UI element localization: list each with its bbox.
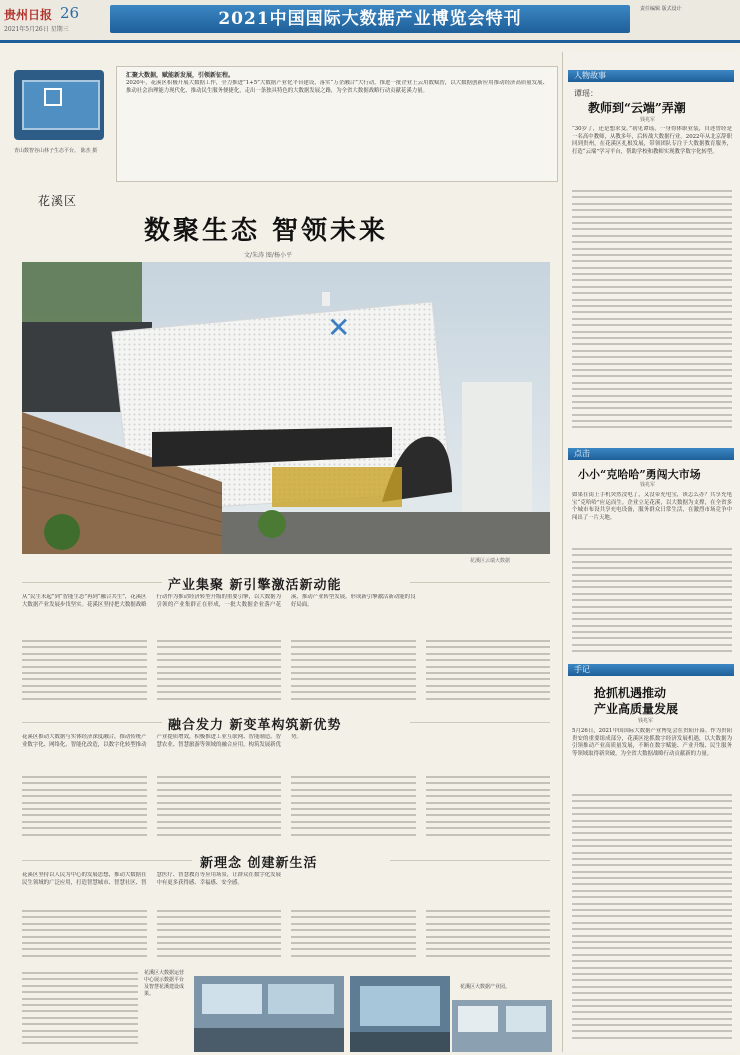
profile-title: 教师到“云端”弄潮 [588, 101, 686, 115]
divider [22, 860, 192, 861]
spot-title: 小小“克哈哈”勇闯大市场 [578, 468, 701, 481]
profile-author: 钱兆军 [640, 117, 656, 123]
byline: 文/朱涛 图/杨小平 [244, 252, 292, 259]
note-section-label: 手记 [568, 664, 734, 676]
section-3-title: 新理念 创建新生活 [200, 856, 318, 871]
spot-body: 如果在街上手机突然没电了，又没带充电宝，该怎么办？共享充电宝“克哈哈”应运而生。企业立足花溪，以大数据为支撑，在全省多个城市布设共享充电设备，服务群众日常生活，在激烈市场竞争中闯出了一片天地。 [572, 492, 732, 521]
hero-photo-caption: 花溪区云端大数据 [470, 558, 511, 564]
profile-body: “30岁了，还是想求变。”初见谭瑶，一身得体职业装，自述曾经是一名高中教师，从教多年，后转战大数据行业。2022年从北京辞职回到贵州，在花溪区扎根发展，带领团队专注于大数据教育服务，打造“云端”学习平台，帮助学校和教师实现教学数字化转型。 [572, 126, 732, 155]
industrial-park-photo [452, 1000, 552, 1052]
display-screen-illustration [350, 976, 450, 1052]
feature-title: 数聚生态 智领未来 [144, 216, 389, 246]
bottom-photo-caption-right: 花溪区大数据产业园。 [460, 984, 511, 990]
section-1-text-lines [22, 640, 550, 706]
divider [390, 860, 550, 861]
profile-subtitle: 谭瑶： [574, 89, 598, 98]
profile-section-label: 人物故事 [568, 70, 734, 82]
issue-date: 2021年5月26日 星期三 [4, 26, 69, 33]
intro-photo [14, 70, 104, 140]
masthead-rule [0, 40, 740, 43]
divider [410, 582, 550, 583]
note-body: 5月26日，2021中国国际大数据产业博览会在贵阳开幕。作为贵阳贵安的重要组成部分，花溪区抢抓数字经济发展机遇，以大数据为引领推动产业高质量发展，不断在数字赋能、产业升级、民生服务等领域取得新突破，为全省大数据战略行动贡献新的力量。 [572, 728, 732, 757]
divider [410, 722, 550, 723]
section-2-body: 花溪区推动大数据与实体经济深度融合，推动传统产业数字化、网络化、智能化改造，以数字化转型推动产业提质增效，积极推进工业互联网、智能制造、智慧农业、智慧旅游等领域的融合应用，构筑发展新优势。 [22, 734, 302, 748]
editor-info: 责任编辑 版式设计 [640, 6, 682, 12]
intro-photo-caption: 青山数智谷山林子生态平台。 陈杰 摄 [14, 148, 98, 154]
spot-author: 钱兆军 [640, 482, 656, 488]
svg-text:✕: ✕ [327, 311, 351, 344]
note-author: 钱兆军 [638, 718, 654, 724]
bottom-photo-caption-left: 花溪区大数据运营中心展示数据平台及智慧花溪建设成果。 [144, 970, 185, 997]
divider [22, 722, 162, 723]
note-title-line-1: 抢抓机遇推动 [594, 686, 667, 700]
section-2-title: 融合发力 新变革构筑新优势 [168, 718, 342, 733]
section-3-body: 花溪区坚持以人民为中心的发展思想，推动大数据在民生领域的广泛应用，打造智慧城市、智慧社区、智慧医疗、智慧教育等应用场景，让群众在数字化发展中有更多获得感、幸福感、安全感。 [22, 872, 281, 886]
logo-icon [44, 88, 62, 106]
operations-center-photo [194, 976, 344, 1052]
newspaper-logo: 贵州日报 [4, 8, 53, 22]
section-1-body: 从“民生未起”到“智能生态”再到“融合共生”，花溪区大数据产业发展步伐坚实。花溪区坚持把大数据战略行动作为推动经济转型升级的重要引擎，以大数据为引领的产业集群正在形成，一批大数据企业落户花溪，推动产业转型发展，形成新引擎激活新动能的良好局面。 [22, 594, 416, 608]
big-data-building-illustration [22, 262, 550, 554]
workspace-illustration [452, 1000, 552, 1052]
note-title-line-2: 产业高质量发展 [594, 702, 679, 716]
district-label: 花溪区 [38, 194, 78, 208]
intro-heading: 汇聚大数据，赋能新发展，引领新征程。 [126, 72, 235, 79]
profile-text-lines [572, 190, 732, 442]
spot-text-lines [572, 548, 732, 658]
page-number: 26 [60, 4, 80, 22]
exhibition-photo [350, 976, 450, 1052]
section-2-text-lines [22, 776, 550, 842]
intro-body: 2020年，花溪区积极开展大数据工作，全力推进“1+5”大数据产业化平台建设，落实“万企融合”大行动，推进一批企业上云用数赋智，以大数据创新应用推动经济高质量发展、推动社会治理能力现代化、推动民生服务便捷化，走出一条独具特色的大数据发展之路，为全省大数据战略行动贡献花溪力量。 [126, 80, 548, 94]
hero-photo [22, 262, 550, 554]
note-text-lines [572, 794, 732, 1048]
section-3-text-lines-left [22, 972, 138, 1052]
divider [22, 582, 162, 583]
section-3-text-lines [22, 910, 550, 968]
monitor-wall-illustration [194, 976, 344, 1052]
special-issue-title: 2021中国国际大数据产业博览会特刊 [110, 5, 630, 33]
spot-section-label: 点击 [568, 448, 734, 460]
section-1-title: 产业集聚 新引擎激活新动能 [168, 578, 342, 593]
